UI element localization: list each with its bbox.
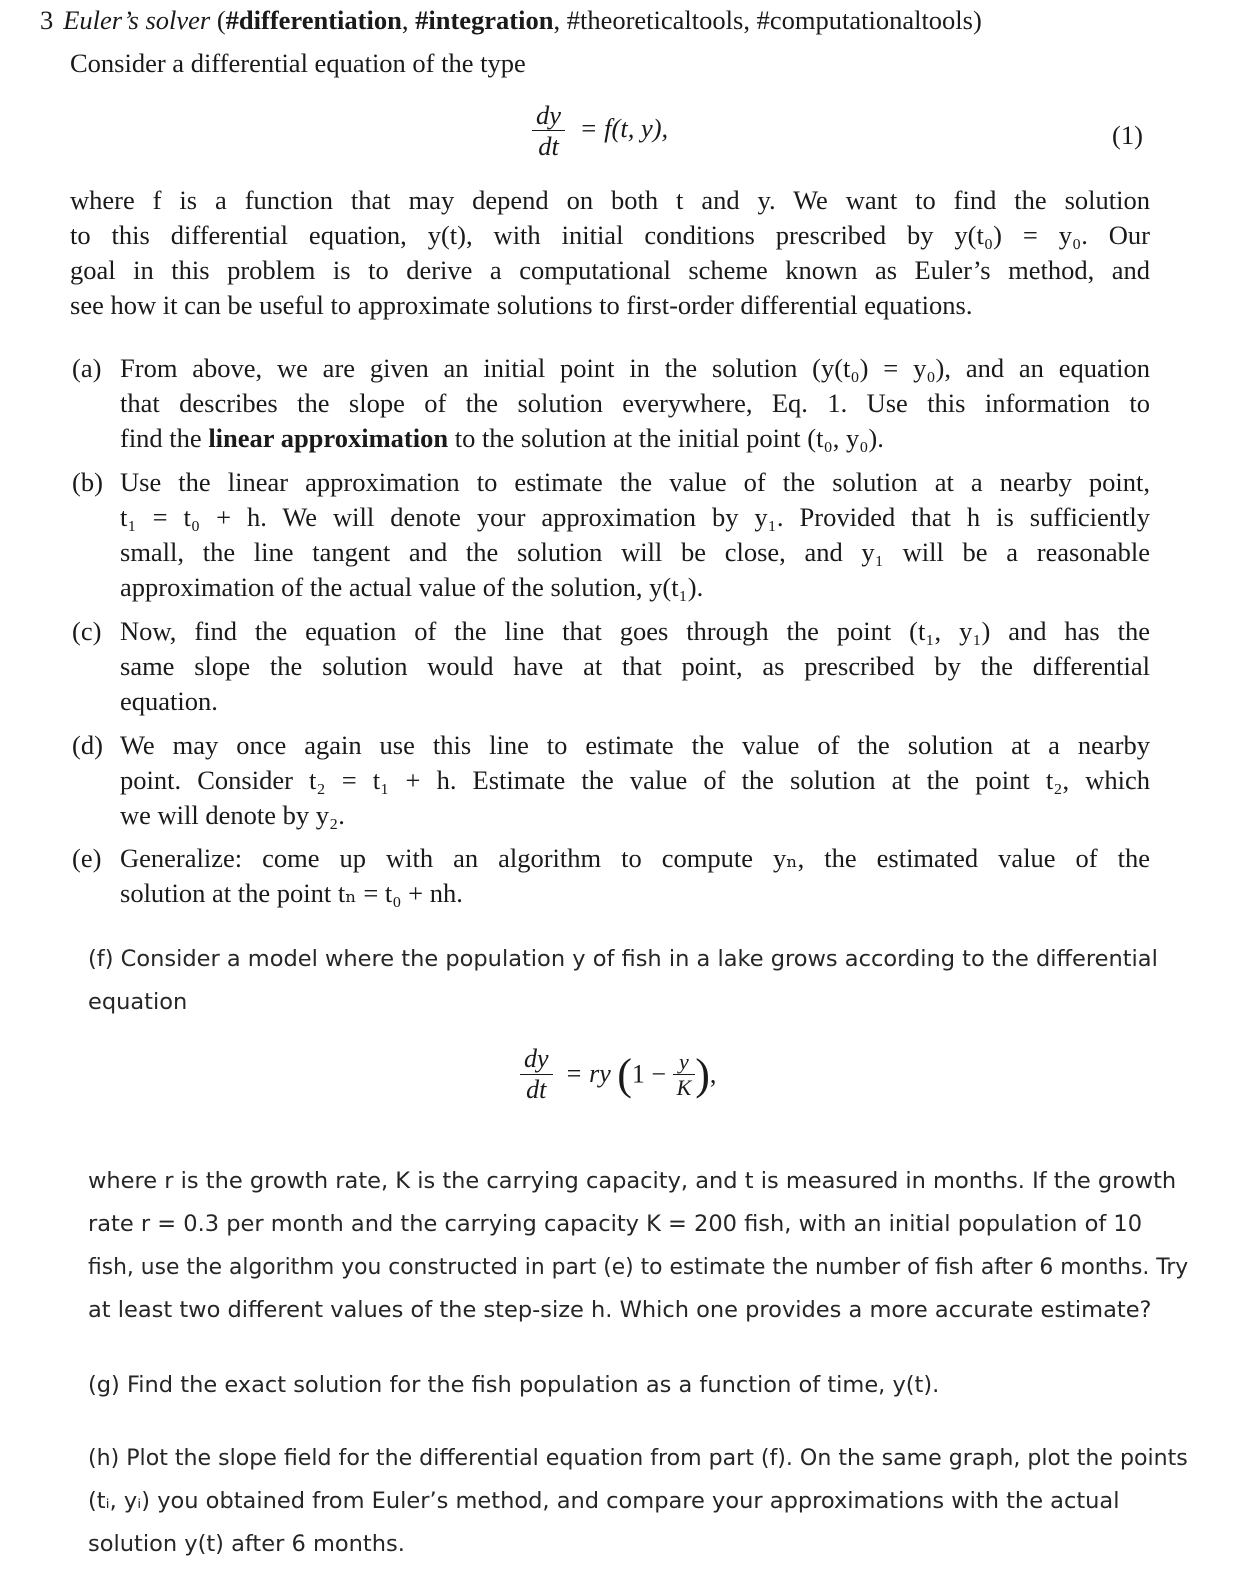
intro-paragraph: where f is a function that may depend on both t and y. We want to find the solution to this differential equation, y(t), with initial conditions prescribed by y(t₀) = y₀. Our goal in this problem is to derive a computational scheme known as Euler’s method, and see how it can be useful to approximate solutions to first-order differential equations.: [70, 185, 1150, 320]
problem-title: 3 Euler’s solver (#differentiation, #integration, #theoreticaltools, #computationaltools): [40, 5, 982, 35]
tag-computationaltools: #computationaltools: [756, 5, 973, 35]
eq1-fraction: $\frac{dy}{dt}$: [532, 100, 565, 162]
part-h: (h) Plot the slope field for the differential equation from part (f). On the same graph, plot the points (tᵢ, yᵢ) you obtained from Euler’s method, and compare your approximations with the actual solution y(t) after 6 months.: [88, 1445, 1188, 1557]
part-f-intro: (f) Consider a model where the population y of fish in a lake grows according to the differential equation: [88, 946, 1158, 1015]
eq1-rhs: = f(t, y),: [579, 113, 669, 144]
part-a-line-3: find the linear approximation to the solution at the initial point (t₀, y₀).: [120, 423, 884, 453]
logistic-lhs-fraction: $\frac{dy}{dt}$: [520, 1044, 553, 1105]
y-over-k-fraction: $\frac{y}{K}$: [673, 1049, 696, 1101]
right-paren: ): [695, 1049, 710, 1099]
part-g: (g) Find the exact solution for the fish population as a function of time, y(t).: [88, 1372, 940, 1398]
tag-theoreticaltools: #theoreticaltools: [566, 5, 744, 35]
problem-number: 3: [40, 5, 54, 35]
logistic-equation: $\frac{dy}{dt}$ = ry (1 − $\frac{y}{K}$ ),: [520, 1044, 716, 1105]
tag-differentiation: #differentiation: [225, 5, 402, 35]
tag-integration: #integration: [415, 5, 554, 35]
intro-lead: Consider a differential equation of the type: [70, 48, 526, 78]
equation-1: [532, 100, 668, 162]
document-page: 3 Euler’s solver (#differentiation, #integration, #theoreticaltools, #computationaltools) Consider a differential equation of the type $\frac{dy}{dt}$ = f(t, y), (1) where f is a function that may depend on both t and y. We want to find the solution to this differential equation, y(t), with initial conditions prescribed by y(t₀) = y₀. Our goal in this problem is to derive a computational scheme known as Euler’s method, and see how it can be useful to approximate solutions to first-order differential equations. (a) From above, we are given an initial point in the solution (y(t₀) = y₀), and an equation that describes the slope of the solution everywhere, Eq. 1. Use this information to find the linear approximation to the solution at the initial point (t₀, y₀). (b) Use the linear approximation to estimate the value of the solution at a nearby point, t₁ = t₀ + h. We will denote your approximation by y₁. Provided that h is sufficiently small, the line tangent and the solution will be close, and y₁ will be a reasonable approximation of the actual value of the solution, y(t₁). (c) Now, find the equation of the line that goes through the point (t₁, y₁) and has the same slope the solution would have at that point, as prescribed by the differential equation. (d) We may once again use this line to estimate the value of the solution at a nearby point. Consider t₂ = t₁ + h. Estimate the value of the solution at the point t₂, which we will denote by y₂. (e) Generalize: come up with an algorithm to compute yₙ, the estimated value of the solution at the point tₙ = t₀ + nh. (f) Consider a model where the population y of fish in a lake grows according to the differential equation $\frac{dy}{dt}$ = ry (1 − $\frac{y}{K}$ ), where r is the growth rate, K is the carrying capacity, and t is measured in months. If the growth rate r = 0.3 per month and the carrying capacity K = 200 fish, with an initial population of 10 fish, use the algorithm you constructed in part (e) to estimate the number of fish after 6 months. Try at least two different values of the step-size h. Which one provides a more accurate estimate? (g) Find the exact solution for the fish population as a function of time, y(t). (h) Plot the slope field for the differential equation from part (f). On the same graph, plot the points (tᵢ, yᵢ) you obtained from Euler’s method, and compare your approximations with the actual solution y(t) after 6 months.: [0, 0, 1236, 1586]
equation-1-label: (1): [1112, 120, 1143, 150]
part-f-body: where r is the growth rate, K is the carrying capacity, and t is measured in months. If the growth rate r = 0.3 per month and the carrying capacity K = 200 fish, with an initial population of 10 fish, use the algorithm you constructed in part (e) to estimate the number of fish after 6 months. Try at least two different values of the step-size h. Which one provides a more accurate estimate?: [88, 1168, 1189, 1323]
problem-name: Euler’s solver: [63, 5, 211, 35]
left-paren: (: [617, 1049, 632, 1099]
bold-linear-approximation: linear approximation: [208, 423, 449, 453]
